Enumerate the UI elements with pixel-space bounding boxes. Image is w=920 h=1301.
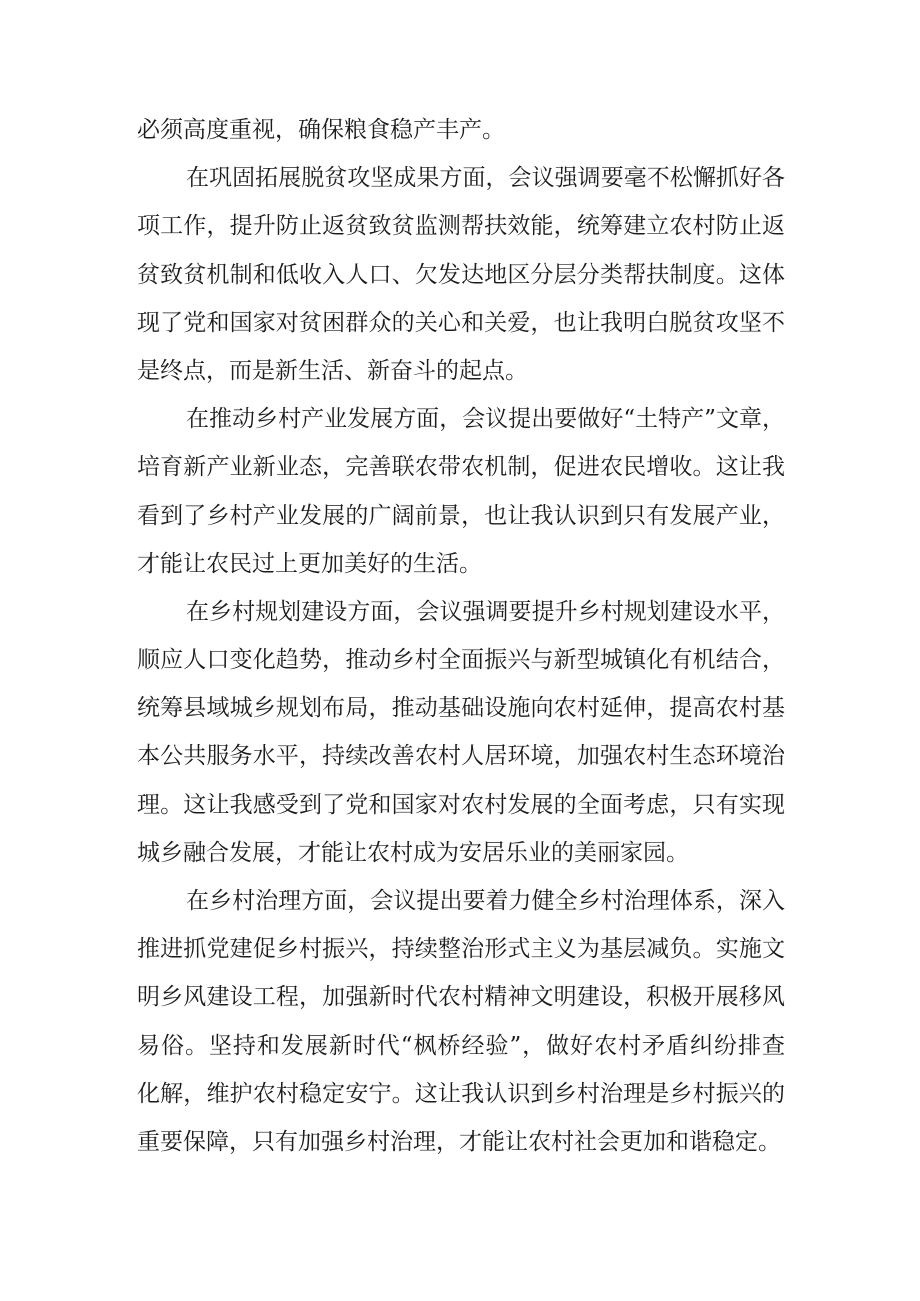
text-line: 本公共服务水平，持续改善农村人居环境，加强农村生态环境治 [137, 743, 785, 770]
paragraph [137, 395, 787, 588]
text-line: 在巩固拓展脱贫攻坚成果方面，会议强调要毫不松懈抓好各 [186, 165, 785, 192]
text-line: 重要保障，只有加强乡村治理，才能让农村社会更加和谐稳定。 [137, 1128, 781, 1155]
text-line: 在推动乡村产业发展方面，会议提出要做好“土特产”文章， [186, 406, 785, 433]
text-line: 必须高度重视，确保粮食稳产丰产。 [137, 117, 505, 143]
text-line: 明乡风建设工程，加强新时代农村精神文明建设，积极开展移风 [137, 984, 785, 1011]
text-line: 统筹县域城乡规划布局，推动基础设施向农村延伸，提高农村基 [137, 695, 785, 722]
text-line: 化解，维护农村稳定安宁。这让我认识到乡村治理是乡村振兴的 [137, 1080, 785, 1107]
text-line: 现了党和国家对贫困群众的关心和关爱，也让我明白脱贫攻坚不 [137, 309, 785, 336]
text-line: 贫致贫机制和低收入人口、欠发达地区分层分类帮扶制度。这体 [137, 261, 785, 288]
text-line: 在乡村规划建设方面，会议强调要提升乡村规划建设水平， [186, 598, 785, 625]
text-line: 顺应人口变化趋势，推动乡村全面振兴与新型城镇化有机结合， [137, 647, 785, 674]
text-line: 推进抓党建促乡村振兴，持续整治形式主义为基层减负。实施文 [137, 936, 785, 963]
text-line: 才能让农民过上更加美好的生活。 [137, 550, 482, 577]
text-line: 易俗。坚持和发展新时代“枫桥经验”，做好农村矛盾纠纷排查 [137, 1032, 785, 1059]
text-line: 培育新产业新业态，完善联农带农机制，促进农民增收。这让我 [137, 454, 785, 481]
text-line: 在乡村治理方面，会议提出要着力健全乡村治理体系，深入 [186, 888, 785, 914]
paragraph [137, 588, 787, 877]
document-body [137, 106, 787, 1166]
text-line: 理。这让我感受到了党和国家对农村发展的全面考虑，只有实现 [137, 791, 785, 818]
text-line: 城乡融合发展，才能让农村成为安居乐业的美丽家园。 [137, 839, 689, 866]
text-line: 项工作，提升防止返贫致贫监测帮扶效能，统筹建立农村防止返 [137, 213, 785, 240]
text-line: 是终点，而是新生活、新奋斗的起点。 [137, 357, 528, 384]
text-line: 看到了乡村产业发展的广阔前景，也让我认识到只有发展产业， [137, 502, 785, 529]
paragraph [137, 877, 787, 1166]
paragraph [137, 154, 787, 395]
paragraph [137, 106, 787, 154]
